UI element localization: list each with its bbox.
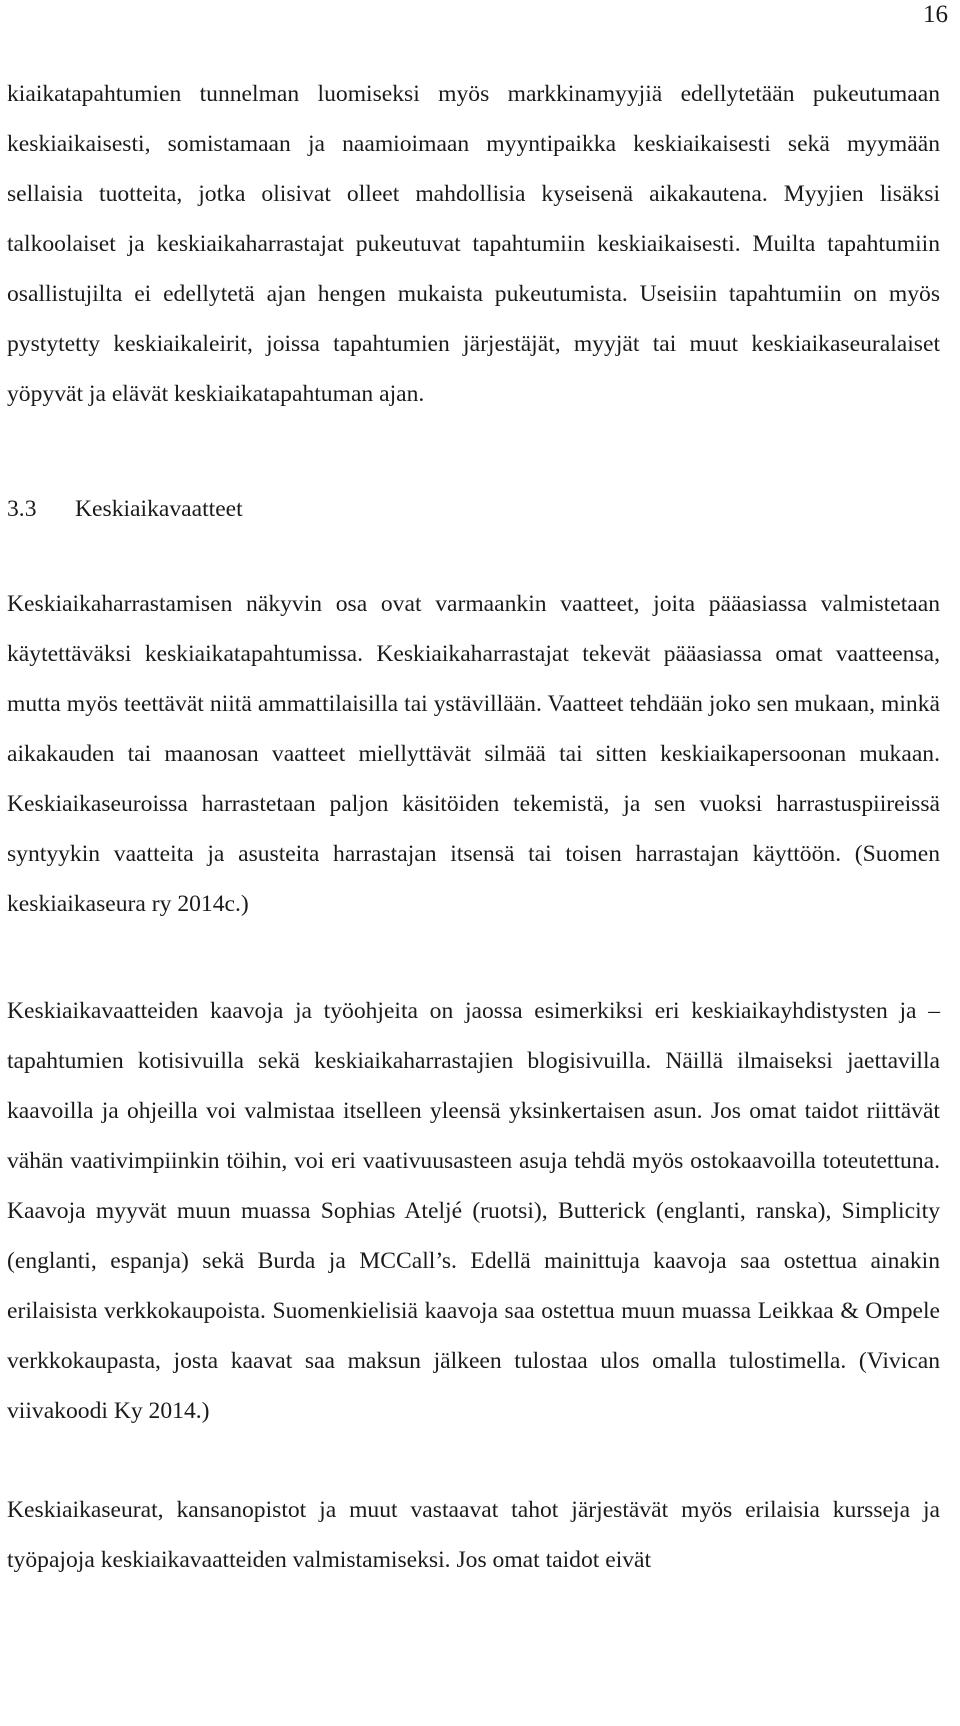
- section-heading: [7, 484, 940, 534]
- paragraph-event-costumes: kiaikatapahtumien tunnelman luomiseksi myös markkinamyyjiä edellytetään pukeutumaan keskiaikaisesti, somistamaan ja naamioimaan myyntipaikka keskiaikaisesti sekä myymään sellaisia tuotteita, jotka olisivat olleet mahdollisia kyseisenä aikakautena. Myyjien lisäksi talkoolaiset ja keskiaikaharrastajat pukeutuvat tapahtumiin keskiaikaisesti. Muilta tapahtumiin osallistujilta ei edellytetä ajan hengen mukaista pukeutumista. Useisiin tapahtumiin on myös pystytetty keskiaikaleirit, joissa tapahtumien järjestäjät, myyjät tai muut keskiaikaseuralaiset yöpyvät ja elävät keskiaikatapahtuman ajan.: [7, 81, 940, 407]
- paragraph-block-4: [7, 1485, 940, 1585]
- paragraph-patterns: Keskiaikavaatteiden kaavoja ja työohjeita on jaossa esimerkiksi eri keskiaikayhdistysten ja – tapahtumien kotisivuilla sekä keskiaikaharrastajien blogisivuilla. Näillä ilmaiseksi jaettavilla kaavoilla ja ohjeilla voi valmistaa itselleen yleensä yksinkertaisen asun. Jos omat taidot riittävät vähän vaativimpiinkin töihin, voi eri vaativuusasteen asuja tehdä myös ostokaavoilla toteutettuna. Kaavoja myyvät muun muassa Sophias Ateljé (ruotsi), Butterick (englanti, ranska), Simplicity (englanti, espanja) sekä Burda ja MCCall’s. Edellä mainittuja kaavoja saa ostettua ainakin erilaisista verkkokaupoista. Suomenkielisiä kaavoja saa ostettua muun muassa Leikkaa & Ompele verkkokaupasta, josta kaavat saa maksun jälkeen tulostaa ulos omalla tulostimella. (Vivican viivakoodi Ky 2014.): [7, 998, 940, 1424]
- section-title: Keskiaikavaatteet: [75, 496, 243, 522]
- paragraph-block-3: [7, 986, 940, 1436]
- paragraph-block-2: [7, 579, 940, 929]
- section-number: 3.3: [7, 496, 37, 522]
- document-body: [7, 69, 940, 419]
- section-heading-text: [7, 484, 940, 534]
- paragraph-medieval-clothing: Keskiaikaharrastamisen näkyvin osa ovat varmaankin vaatteet, joita pääasiassa valmistetaan käytettäväksi keskiaikatapahtumissa. Keskiaikaharrastajat tekevät pääasiassa omat vaatteensa, mutta myös teettävät niitä ammattilaisilla tai ystävillään. Vaatteet tehdään joko sen mukaan, minkä aikakauden tai maanosan vaatteet miellyttävät silmää tai sitten keskiaikapersoonan mukaan. Keskiaikaseuroissa harrastetaan paljon käsitöiden tekemistä, ja sen vuoksi harrastuspiireissä syntyykin vaatteita ja asusteita harrastajan itsensä tai toisen harrastajan käyttöön. (Suomen keskiaikaseura ry 2014c.): [7, 591, 940, 917]
- paragraph-courses: Keskiaikaseurat, kansanopistot ja muut vastaavat tahot järjestävät myös erilaisia kursseja ja työpajoja keskiaikavaatteiden valmistamiseksi. Jos omat taidot eivät: [7, 1497, 940, 1573]
- page-number: 16: [923, 1, 948, 28]
